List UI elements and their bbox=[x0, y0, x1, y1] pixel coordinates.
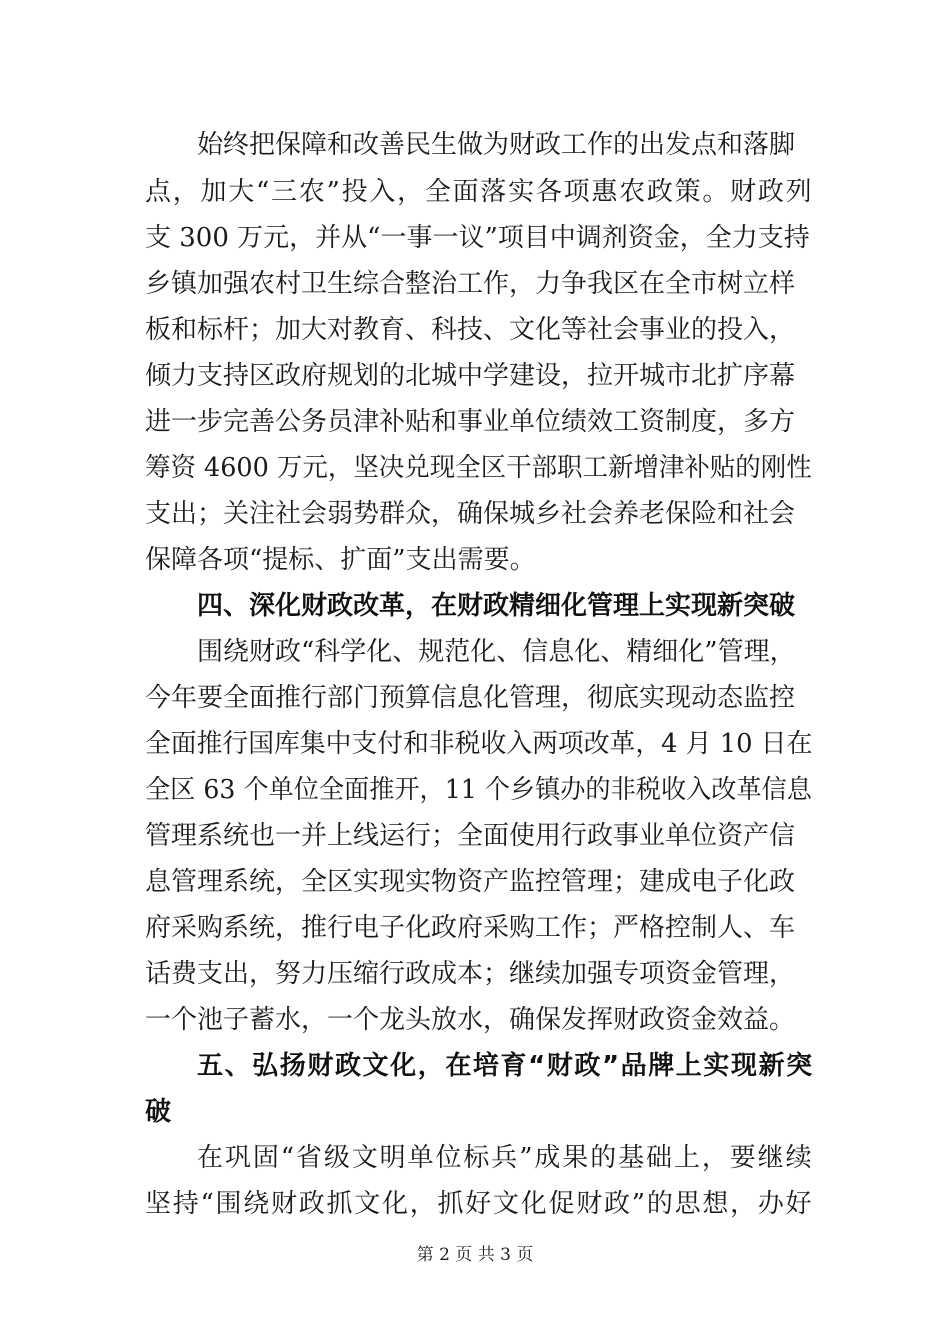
paragraph-line: 始终把保障和改善民生做为财政工作的出发点和落脚 bbox=[197, 130, 796, 160]
section-heading-continuation: 破 bbox=[145, 1097, 172, 1127]
paragraph-line: 点，加大“三农”投入，全面落实各项惠农政策。财政列 bbox=[145, 177, 814, 207]
page-number-footer: 第 2 页 共 3 页 bbox=[416, 1245, 534, 1265]
paragraph-line: 管理系统也一并上线运行；全面使用行政事业单位资产信 bbox=[145, 821, 796, 851]
paragraph-line: 围绕财政“科学化、规范化、信息化、精细化”管理， bbox=[197, 637, 796, 667]
paragraph-line: 全区 63 个单位全面推开，11 个乡镇办的非税收入改革信息 bbox=[145, 775, 812, 805]
paragraph-line: 话费支出，努力压缩行政成本；继续加强专项资金管理， bbox=[145, 959, 796, 989]
paragraph-line: 倾力支持区政府规划的北城中学建设，拉开城市北扩序幕 bbox=[145, 361, 796, 391]
section-heading: 五、弘扬财政文化，在培育“财政”品牌上实现新突 bbox=[197, 1051, 814, 1081]
paragraph-line: 保障各项“提标、扩面”支出需要。 bbox=[145, 545, 536, 575]
paragraph-line: 府采购系统，推行电子化政府采购工作；严格控制人、车 bbox=[145, 913, 796, 943]
paragraph-line: 进一步完善公务员津补贴和事业单位绩效工资制度，多方 bbox=[145, 407, 796, 437]
paragraph-line: 一个池子蓄水，一个龙头放水，确保发挥财政资金效益。 bbox=[145, 1005, 796, 1035]
paragraph-line: 坚持“围绕财政抓文化，抓好文化促财政”的思想，办好 bbox=[145, 1189, 814, 1219]
paragraph-line: 支 300 万元，并从“一事一议”项目中调剂资金，全力支持 bbox=[145, 223, 810, 253]
paragraph-line: 息管理系统，全区实现实物资产监控管理；建成电子化政 bbox=[145, 867, 796, 897]
paragraph-line: 筹资 4600 万元，坚决兑现全区干部职工新增津补贴的刚性 bbox=[145, 453, 812, 483]
paragraph-line: 乡镇加强农村卫生综合整治工作，力争我区在全市树立样 bbox=[145, 269, 796, 299]
paragraph-line: 全面推行国库集中支付和非税收入两项改革，4 月 10 日在 bbox=[145, 729, 813, 759]
paragraph-line: 今年要全面推行部门预算信息化管理，彻底实现动态监控 bbox=[145, 683, 796, 713]
paragraph-line: 在巩固“省级文明单位标兵”成果的基础上，要继续 bbox=[197, 1143, 814, 1173]
paragraph-line: 板和标杆；加大对教育、科技、文化等社会事业的投入， bbox=[145, 315, 796, 345]
paragraph-line: 支出；关注社会弱势群众，确保城乡社会养老保险和社会 bbox=[145, 499, 796, 529]
section-heading: 四、深化财政改革，在财政精细化管理上实现新突破 bbox=[197, 591, 796, 621]
